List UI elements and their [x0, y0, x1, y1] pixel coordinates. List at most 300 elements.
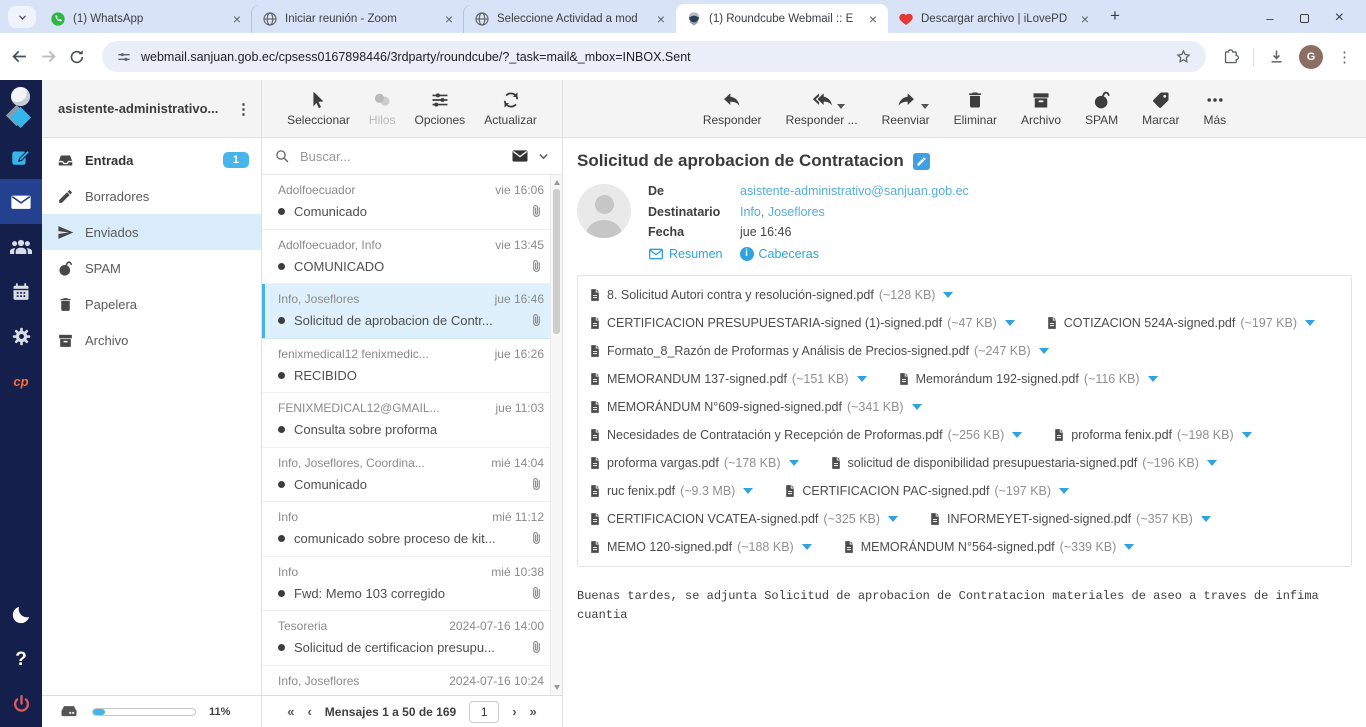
attachment-item[interactable] [588, 393, 922, 421]
attachment-item[interactable] [829, 449, 1217, 477]
attachment-name[interactable]: MEMORÁNDUM N°609-signed-signed.pdf [607, 399, 842, 414]
restore-button[interactable] [1300, 14, 1309, 23]
attachment-clip-icon [529, 640, 544, 655]
attachment-name[interactable]: COTIZACION 524A-signed.pdf [1063, 315, 1236, 330]
toolbar-label: Actualizar [484, 113, 537, 127]
attachment-clip-icon [529, 586, 544, 601]
attachment-size: (~357 KB) [1136, 511, 1193, 526]
message-date: mié 14:04 [491, 455, 544, 470]
message-date: 2024-07-16 14:00 [449, 619, 544, 633]
browser-action-icons [1222, 45, 1356, 69]
attachment-clip-icon [529, 313, 544, 328]
attachment-item[interactable] [928, 505, 1211, 533]
power-icon [11, 694, 32, 715]
roundcube-app [0, 80, 1366, 727]
toolbar-label: Más [1203, 113, 1227, 127]
message-toolbar-button[interactable] [1021, 90, 1061, 127]
settings-nav-button[interactable] [0, 314, 42, 359]
attachment-menu-caret-icon[interactable] [1148, 376, 1158, 382]
list-toolbar-button[interactable] [484, 90, 537, 127]
message-row[interactable] [262, 448, 550, 503]
extensions-icon[interactable] [1222, 48, 1239, 65]
reload-icon[interactable] [68, 48, 86, 66]
account-name: asistente-administrativo... [58, 101, 219, 116]
attachment-menu-caret-icon[interactable] [1305, 320, 1315, 326]
unread-dot [278, 426, 285, 433]
quota-bar [42, 695, 261, 727]
tab-close-icon[interactable]: × [868, 10, 877, 27]
site-settings-icon[interactable] [116, 49, 132, 65]
reading-pane [563, 80, 1366, 727]
forward-icon[interactable] [39, 47, 58, 66]
pdf-file-icon [897, 371, 911, 387]
search-options-chevron-icon[interactable] [537, 150, 550, 163]
tab-favicon-icon [50, 11, 66, 27]
pdf-file-icon [588, 511, 602, 527]
message-from: fenixmedical12 fenixmedic... [278, 346, 429, 361]
attachment-name[interactable]: proforma vargas.pdf [607, 455, 719, 470]
unread-dot [278, 263, 285, 270]
toolbar-icon [372, 90, 392, 110]
headers-button[interactable]: i Cabeceras [740, 246, 819, 262]
tab-favicon-icon [474, 11, 490, 27]
folder-label: Archivo [85, 332, 129, 348]
folder-label: Enviados [85, 224, 139, 240]
toolbar-icon [501, 90, 521, 110]
attachment-name[interactable]: Formato_8_Razón de Proformas y Análisis de Precios-signed.pdf [607, 343, 969, 358]
toolbar-label: Archivo [1020, 113, 1061, 127]
attachment-size: (~9.3 MB) [680, 483, 736, 498]
browser-tab[interactable] [464, 5, 676, 33]
attachment-size: (~256 KB) [947, 427, 1005, 442]
attachment-name[interactable]: ruc fenix.pdf [607, 483, 676, 498]
message-subject: comunicado sobre proceso de kit... [294, 531, 496, 546]
attachment-size: (~128 KB) [878, 287, 936, 302]
unread-dot [278, 590, 285, 597]
attachment-size: (~339 KB) [1059, 539, 1117, 554]
compose-button[interactable] [0, 134, 42, 179]
folder-label: Papelera [85, 296, 138, 312]
help-button[interactable]: ? [15, 648, 27, 670]
search-icon [274, 148, 290, 164]
quota-percent: 11% [209, 705, 231, 718]
attachment-name[interactable]: MEMORANDUM 137-signed.pdf [607, 371, 787, 386]
attachment-name[interactable]: solicitud de disponibilidad presupuestaria-signed.pdf [847, 455, 1138, 470]
unread-dot [278, 644, 285, 651]
list-toolbar-button[interactable] [369, 90, 396, 127]
folder-item[interactable] [42, 214, 261, 250]
attachment-menu-caret-icon[interactable] [912, 404, 922, 410]
cpanel-logo: cp [13, 374, 29, 389]
attachment-menu-caret-icon[interactable] [802, 544, 812, 550]
folder-item[interactable] [42, 142, 261, 178]
unread-dot [278, 372, 285, 379]
message-body: Buenas tardes, se adjunta Solicitud de aprobacion de Contratacion materiales de aseo a traves de infima cuantia [577, 588, 1319, 622]
info-icon: i [740, 247, 754, 261]
message-from: Adolfoecuador [278, 183, 356, 197]
attachment-name[interactable]: CERTIFICACION PAC-signed.pdf [802, 483, 990, 498]
pdf-file-icon [588, 315, 602, 331]
tab-strip [0, 0, 1366, 33]
recipient-link[interactable]: Info , [740, 205, 768, 219]
scroll-up-icon[interactable] [554, 180, 560, 185]
folder-icon [57, 260, 74, 277]
pdf-file-icon [588, 539, 602, 555]
attachment-name[interactable]: CERTIFICACION PRESUPUESTARIA-signed (1)-signed.pdf [607, 315, 943, 330]
from-label: De [648, 184, 664, 198]
message-date: jue 16:26 [494, 346, 544, 361]
tab-title: Seleccione Actividad a mod [497, 13, 638, 25]
folder-icon [57, 296, 74, 313]
toolbar-icon [1031, 90, 1051, 110]
unread-dot [278, 317, 285, 324]
search-input[interactable] [298, 148, 503, 165]
attachment-size: (~325 KB) [823, 511, 881, 526]
browser-chrome [0, 0, 1366, 80]
attachment-item[interactable] [588, 281, 953, 309]
attachment-item[interactable] [588, 505, 898, 533]
pdf-file-icon [842, 539, 856, 555]
message-content [563, 138, 1366, 727]
sender-avatar [577, 184, 631, 238]
folder-item[interactable] [42, 286, 261, 322]
attachment-clip-icon [529, 259, 544, 274]
pdf-file-icon [588, 399, 602, 415]
attachment-size: (~197 KB) [1240, 315, 1297, 330]
message-toolbar-button[interactable] [1085, 90, 1118, 127]
downloads-icon[interactable] [1268, 48, 1285, 65]
tab-close-icon[interactable]: × [656, 11, 665, 27]
attachment-menu-caret-icon[interactable] [1059, 488, 1069, 494]
attachment-size: (~151 KB) [791, 371, 849, 386]
pencil-icon [916, 156, 927, 167]
message-from: FENIXMEDICAL12@GMAIL... [278, 401, 440, 415]
message-date: 2024-07-16 10:24 [449, 673, 544, 688]
tab-title: Descargar archivo | iLovePD [921, 13, 1068, 25]
pdf-file-icon [588, 343, 602, 359]
edit-subject-button[interactable] [913, 153, 930, 170]
toolbar-label: Marcar [1142, 113, 1180, 127]
message-subject: Fwd: Memo 103 corregido [294, 585, 446, 601]
message-list [262, 175, 562, 695]
toolbar-icon [430, 90, 450, 110]
gear-icon [11, 326, 32, 347]
message-toolbar-button[interactable] [882, 90, 930, 127]
folder-icon [57, 188, 74, 205]
attachment-item[interactable] [842, 533, 1135, 561]
pdf-file-icon [588, 371, 602, 387]
attachment-item[interactable] [897, 365, 1158, 393]
calendar-icon [11, 282, 31, 302]
message-subject: Solicitud de aprobacion de Contr... [294, 313, 493, 328]
profile-avatar[interactable]: G [1299, 45, 1323, 69]
message-header [577, 184, 1352, 262]
attachment-menu-caret-icon[interactable] [743, 488, 753, 494]
tab-favicon-icon [898, 11, 914, 27]
message-row[interactable] [262, 557, 550, 612]
toolbar-label: Opciones [414, 113, 466, 127]
page-number-input[interactable]: 1 [469, 701, 499, 723]
minimize-button[interactable]: – [1266, 10, 1274, 26]
folder-label: Entrada [85, 152, 134, 168]
tab-favicon-icon [262, 11, 278, 27]
quota-meter [92, 708, 196, 716]
summary-button[interactable]: Resumen [648, 246, 723, 262]
divider [1253, 48, 1254, 66]
tab-list [40, 0, 1100, 33]
pdf-file-icon [1045, 315, 1059, 331]
attachment-clip-icon [529, 204, 544, 219]
pagination-bar [262, 695, 562, 727]
unread-dot [278, 535, 285, 542]
logout-button[interactable] [0, 682, 42, 727]
toolbar-label: Eliminar [953, 113, 997, 127]
bookmark-star-icon[interactable] [1175, 48, 1192, 65]
folder-icon [57, 224, 74, 241]
next-page-button[interactable]: › [512, 704, 517, 719]
folders-panel [42, 80, 262, 727]
toolbar-label: Hilos [368, 113, 396, 127]
pdf-file-icon [588, 287, 602, 303]
attachment-item[interactable] [1045, 309, 1315, 337]
toolbar-icon [896, 90, 916, 110]
date-value: jue 16:46 [740, 225, 792, 239]
message-toolbar-button[interactable] [786, 90, 858, 127]
list-toolbar-button[interactable] [287, 90, 350, 127]
message-row[interactable] [262, 611, 550, 666]
message-from: Tesoreria [278, 619, 328, 633]
message-subject-title: Solicitud de aprobacion de Contratacion [577, 151, 904, 170]
message-subject: RECIBIDO [294, 367, 357, 383]
message-toolbar-button[interactable] [954, 90, 997, 127]
message-from: Info, Joseflores [278, 292, 360, 306]
message-from: Info [278, 564, 299, 579]
attachment-name[interactable]: proforma fenix.pdf [1071, 427, 1172, 442]
attachment-item[interactable] [588, 309, 1015, 337]
attachment-item[interactable] [1052, 421, 1251, 449]
message-row[interactable] [262, 230, 550, 285]
message-subject: Comunicado [294, 204, 367, 219]
attachment-item[interactable] [588, 477, 753, 505]
roundcube-logo[interactable] [0, 80, 42, 134]
first-page-button[interactable]: « [287, 704, 295, 719]
attachment-size: (~341 KB) [846, 399, 904, 414]
to-label: Destinatario [648, 204, 721, 219]
attachment-item[interactable] [588, 449, 799, 477]
pdf-file-icon [1052, 427, 1066, 443]
list-toolbar-button[interactable] [414, 90, 465, 127]
moon-icon [10, 604, 32, 626]
attachment-name[interactable]: Memorándum 192-signed.pdf [915, 371, 1079, 386]
message-date: vie 16:06 [495, 183, 544, 197]
folder-icon [57, 152, 74, 169]
scrollbar-thumb[interactable] [553, 189, 560, 334]
tab-favicon-icon [686, 11, 702, 27]
last-page-button[interactable]: » [529, 704, 537, 719]
attachment-size: (~47 KB) [947, 315, 997, 330]
message-from: Info [278, 510, 299, 524]
message-toolbar-button[interactable] [1142, 90, 1179, 127]
attachment-menu-caret-icon[interactable] [789, 460, 799, 466]
prev-page-button[interactable]: ‹ [307, 704, 312, 719]
dark-mode-button[interactable] [0, 592, 42, 637]
message-toolbar [563, 80, 1366, 138]
browser-tab[interactable] [676, 4, 888, 33]
toolbar-icon [1205, 90, 1225, 110]
browser-tab[interactable] [888, 5, 1100, 33]
attachment-item[interactable] [588, 421, 1022, 449]
folder-item[interactable] [42, 322, 261, 358]
attachment-name[interactable]: MEMO 120-signed.pdf [607, 539, 733, 554]
attachment-item[interactable] [588, 365, 867, 393]
attachment-menu-caret-icon[interactable] [1242, 432, 1252, 438]
attachment-name[interactable]: CERTIFICACION VCATEA-signed.pdf [607, 511, 819, 526]
dropdown-caret-icon[interactable] [837, 104, 845, 109]
attachment-size: (~247 KB) [974, 343, 1031, 358]
address-bar[interactable] [102, 41, 1206, 72]
folder-list [42, 138, 261, 695]
search-scope-envelope-icon[interactable] [511, 147, 529, 165]
toolbar-icon [308, 90, 328, 110]
message-from: Info, Joseflores, Coordina... [278, 455, 425, 470]
window-controls [1266, 9, 1360, 33]
attachment-item[interactable] [783, 477, 1069, 505]
attachment-clip-icon [529, 531, 544, 546]
recipient-link[interactable]: Joseflores [767, 204, 825, 219]
pdf-file-icon [928, 511, 942, 527]
pagination-label: Mensajes 1 a 50 de 169 [324, 704, 457, 719]
attachment-menu-caret-icon[interactable] [888, 516, 898, 522]
message-row[interactable] [262, 502, 550, 557]
list-scrollbar[interactable] [550, 175, 562, 695]
folder-label: Borradores [85, 188, 150, 204]
pdf-file-icon [783, 483, 797, 499]
tab-title: (1) Roundcube Webmail :: E [709, 12, 854, 25]
dropdown-caret-icon[interactable] [921, 104, 929, 109]
from-address-link[interactable]: asistente-administrativo@sanjuan.gob.ec [740, 184, 969, 198]
message-toolbar-button[interactable] [703, 90, 762, 127]
mail-icon [10, 191, 32, 213]
toolbar-icon [1151, 90, 1171, 110]
tab-close-icon[interactable]: × [232, 11, 241, 27]
date-label: Fecha [648, 225, 685, 239]
unread-badge: 1 [223, 152, 249, 168]
message-date: mié 10:38 [491, 564, 544, 579]
account-header [42, 80, 261, 138]
attachment-name[interactable]: Necesidades de Contratación y Recepción de Proformas.pdf [607, 427, 943, 442]
url-text[interactable]: webmail.sanjuan.gob.ec/cpsess0167898446/3rdparty/roundcube/?_task=mail&_mbox=INBOX.Sent [141, 49, 691, 64]
attachment-menu-caret-icon[interactable] [1012, 432, 1022, 438]
attachment-menu-caret-icon[interactable] [857, 376, 867, 382]
pdf-file-icon [829, 455, 843, 471]
chevron-down-icon [17, 12, 28, 23]
attachment-menu-caret-icon[interactable] [1201, 516, 1211, 522]
toolbar-icon [722, 90, 742, 110]
message-list-column [262, 80, 563, 727]
pdf-file-icon [588, 427, 602, 443]
attachment-menu-caret-icon[interactable] [1207, 460, 1217, 466]
toolbar-label: Reenviar [881, 113, 930, 127]
attachment-menu-caret-icon[interactable] [1124, 544, 1134, 550]
account-menu-icon[interactable]: ⋮ [236, 100, 251, 118]
toolbar-icon [1092, 90, 1112, 110]
attachment-menu-caret-icon[interactable] [1039, 348, 1049, 354]
tab-close-icon[interactable]: × [1080, 11, 1089, 27]
attachment-item[interactable] [588, 533, 812, 561]
attachment-menu-caret-icon[interactable] [1005, 320, 1015, 326]
contacts-icon [9, 235, 33, 259]
attachment-size: (~197 KB) [994, 483, 1052, 498]
pdf-file-icon [588, 483, 602, 499]
attachment-size: (~116 KB) [1083, 371, 1140, 386]
toolbar-label: Seleccionar [287, 113, 350, 127]
list-toolbar [262, 80, 562, 138]
attachment-name[interactable]: INFORMEYET-signed-signed.pdf [947, 511, 1132, 526]
message-from: Info, Joseflores [278, 673, 360, 688]
unread-dot [278, 481, 285, 488]
tab-title: Iniciar reunión - Zoom [285, 13, 397, 25]
folder-icon [57, 332, 74, 349]
message-toolbar-button[interactable] [1203, 90, 1226, 127]
scroll-down-icon[interactable] [554, 685, 560, 690]
message-date: vie 13:45 [495, 237, 544, 252]
attachment-item[interactable] [588, 337, 1049, 365]
browser-menu-icon[interactable]: ⋮ [1337, 48, 1352, 66]
attachment-size: (~188 KB) [737, 539, 794, 554]
message-from: Adolfoecuador, Info [278, 237, 382, 252]
close-button[interactable]: × [1334, 9, 1344, 26]
message-row[interactable] [262, 175, 550, 230]
new-tab-button[interactable]: + [1110, 6, 1120, 25]
toolbar-label: Responder [702, 113, 762, 127]
message-row[interactable] [262, 666, 550, 696]
mail-nav-button[interactable] [0, 179, 42, 224]
message-row[interactable] [262, 393, 550, 448]
browser-tab[interactable] [40, 5, 252, 33]
attachment-size: (~178 KB) [723, 455, 781, 470]
compose-icon [10, 146, 32, 168]
attachment-name[interactable]: 8. Solicitud Autori contra y resolución-signed.pdf [607, 287, 874, 302]
envelope-icon [648, 246, 664, 262]
folder-item[interactable] [42, 250, 261, 286]
calendar-nav-button[interactable] [0, 269, 42, 314]
message-date: jue 16:46 [494, 292, 544, 306]
message-row[interactable] [262, 339, 550, 394]
message-row[interactable] [262, 284, 550, 339]
tab-close-icon[interactable]: × [444, 11, 453, 27]
browser-tab[interactable] [252, 5, 464, 33]
folder-label: SPAM [85, 260, 121, 276]
browser-toolbar [0, 33, 1366, 80]
contacts-nav-button[interactable] [0, 224, 42, 269]
back-icon[interactable] [10, 47, 29, 66]
tab-title: (1) WhatsApp [73, 13, 144, 25]
cpanel-button[interactable] [0, 359, 42, 404]
attachment-name[interactable]: MEMORÁNDUM N°564-signed.pdf [860, 539, 1055, 554]
message-date: jue 11:03 [495, 401, 544, 415]
tab-search-button[interactable] [8, 6, 36, 28]
attachment-menu-caret-icon[interactable] [943, 292, 953, 298]
pdf-file-icon [588, 455, 602, 471]
folder-item[interactable] [42, 178, 261, 214]
attachment-clip-icon [529, 477, 544, 492]
unread-dot [278, 208, 285, 215]
message-subject: Comunicado [294, 476, 367, 492]
toolbar-label: Responder ... [785, 113, 858, 127]
toolbar-label: SPAM [1085, 113, 1119, 127]
attachment-size: (~196 KB) [1142, 455, 1199, 470]
message-subject: Consulta sobre proforma [294, 422, 438, 437]
